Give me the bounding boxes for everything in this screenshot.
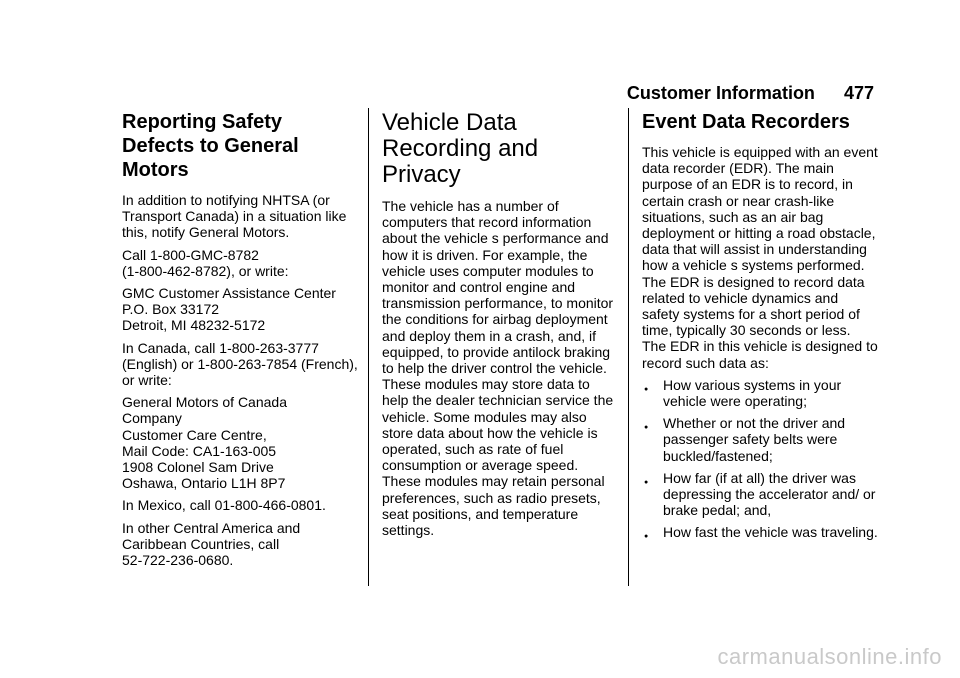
text-line: P.O. Box 33172 (122, 301, 220, 318)
list-item (642, 377, 878, 409)
text-line: Mail Code: CA1-163-005 (122, 442, 277, 459)
column-data-privacy (382, 110, 618, 544)
bullet-icon: ● (644, 424, 649, 432)
text-line: In addition to notifying NHTSA (or Transport Canada) in a situation like this, notify General Motors. (122, 192, 347, 241)
text-line: Company (122, 410, 182, 427)
heading-data-privacy: Vehicle Data Recording and Privacy (382, 109, 539, 188)
column-divider (368, 108, 369, 586)
text-line: 1908 Colonel Sam Drive (122, 459, 274, 476)
text-line: In Canada, call 1-800-263-3777 (English) or 1-800-263-7854 (French), or write: (122, 339, 358, 389)
list-item-text: Whether or not the driver and passenger safety belts were buckled/fastened; (663, 415, 846, 464)
edr-paragraph: This vehicle is equipped with an event data recorder (EDR). The main purpose of an EDR is to record, in certain crash or near crash-like situations, such as an air bag deployment or hitting a road obstacle, data that will assist in understanding how a vehicle s systems performed. The EDR is designed to record data related to vehicle dynamics and safety systems for a short period of time, typically 30 seconds or less. The EDR in this vehicle is designed to record such data as: (642, 144, 878, 371)
text-line: General Motors of Canada (122, 394, 287, 411)
bullet-icon: ● (644, 478, 649, 486)
list-item (642, 524, 878, 540)
text-line: Detroit, MI 48232-5172 (122, 317, 266, 334)
column-event-data-recorders (642, 110, 878, 547)
paragraph (122, 192, 358, 241)
heading-safety-defects: Reporting Safety Defects to General Motors (122, 111, 299, 181)
list-item (642, 415, 878, 464)
paragraph (122, 340, 358, 389)
page-number: 477 (843, 83, 874, 103)
data-privacy-paragraph: The vehicle has a number of computers that record information about the vehicle s performance and how it is driven. For example, the vehicle uses computer modules to monitor and control engine and transmission performance, to monitor the conditions for airbag deployment and deploy them in a crash, and, if equipped, to provide antilock braking to help the driver control the vehicle. These modules may store data to help the dealer technician service the vehicle. Some modules may also store data about how the vehicle is operated, such as rate of fuel consumption or average speed. These modules may retain personal preferences, such as radio presets, seat positions, and temperature settings. (382, 198, 614, 539)
safety-defects-body (122, 192, 358, 568)
running-head (627, 82, 874, 104)
bullet-icon: ● (644, 385, 649, 393)
list-item-text: How various systems in your vehicle were operating; (663, 376, 842, 410)
text-line: GMC Customer Assistance Center (122, 285, 336, 302)
watermark: carmanualsonline.info (717, 644, 942, 669)
heading-event-data-recorders: Event Data Recorders (642, 111, 850, 133)
list-item-text: How fast the vehicle was traveling. (663, 524, 878, 541)
list-item-text: How far (if at all) the driver was depressing the accelerator and/ or brake pedal; and, (663, 469, 876, 519)
column-safety-defects (122, 110, 358, 574)
text-line: (1-800-462-8782), or write: (122, 262, 289, 279)
paragraph (122, 497, 358, 513)
section-title: Customer Information (626, 83, 815, 103)
paragraph (122, 285, 358, 334)
column-divider (628, 108, 629, 586)
text-line: Call 1-800-GMC-8782 (122, 246, 259, 263)
text-line: 52-722-236-0680. (122, 552, 234, 569)
paragraph (122, 520, 358, 569)
bullet-icon: ● (644, 533, 649, 541)
text-line: Customer Care Centre, (122, 426, 267, 443)
paragraph (122, 247, 358, 279)
text-line: In other Central America and Caribbean Countries, call (122, 519, 301, 552)
text-line: In Mexico, call 01-800-466-0801. (122, 497, 326, 514)
edr-bullet-list (642, 377, 878, 541)
paragraph (122, 394, 358, 491)
text-line: Oshawa, Ontario L1H 8P7 (122, 475, 286, 492)
list-item (642, 470, 878, 519)
